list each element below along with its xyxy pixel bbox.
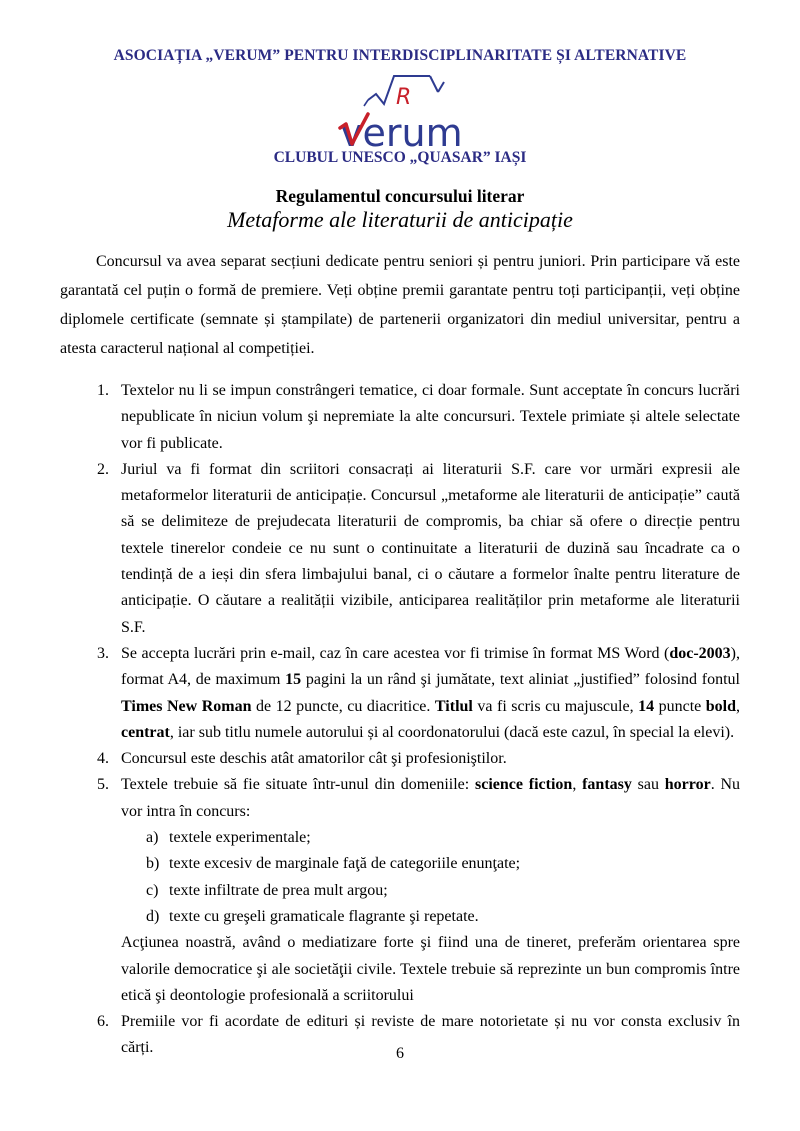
rule-text: pagini la un rând şi jumătate, text aliniat „justified” folosind fontul — [301, 671, 740, 689]
sub-text: texte infiltrate de prea mult argou; — [169, 881, 388, 899]
rule-text: Juriul va fi format din scriitori consacrați ai literaturii S.F. care vor urmări expresii ale metaformelor literaturii de anticipație. Concursul „metaforme ale literaturii de anticipație” caută să se delimiteze de prejudecata literaturii de compromis, ba chiar să ofere o direcție pentru textele tinerelor condeie ce nu sunt o continuitate a literaturii de duzină sau încadrate ca o tendință de a ieși din sfera limbajului banal, ci o căutare a formelor înalte pentru literature de anticipație. O căutare a realității vizibile, anticiparea realităților prin metaforme ale literaturii S.F. — [121, 460, 740, 636]
rule-bold: doc-2003 — [669, 644, 731, 662]
rule-text: Textelor nu li se impun constrângeri tematice, ci doar formale. Sunt acceptate în concurs lucrări nepublicate în niciun volum şi nepremiate la alte concursuri. Textele primiate și altele selectate vor fi publicate. — [121, 382, 740, 452]
rule-number: 5. — [97, 776, 109, 794]
rule-bold: bold — [705, 697, 737, 715]
rule-5-closing-text: Acţiunea noastră, având o mediatizare forte şi fiind una de tineret, preferăm orientarea spre valorile democratice şi ale societăţii civile. Textele trebuie să reprezinte un bun compromis între etică şi deontologie profesională a scriitorului — [121, 934, 740, 1004]
rule-text: puncte — [654, 697, 706, 715]
sub-item — [121, 878, 740, 904]
excluded-texts-list — [121, 825, 740, 930]
rule-bold: Titlul — [434, 697, 473, 715]
rule-text: Se accepta lucrări prin e-mail, caz în care acestea vor fi trimise în format MS Word ( — [121, 644, 670, 662]
club-header: CLUBUL UNESCO „QUASAR” IAȘI — [273, 149, 527, 166]
verum-logo — [338, 70, 468, 152]
rule-text: Premiile vor fi acordate de edituri și reviste de mare notorietate și nu vor consta exclusiv în cărți. — [121, 1013, 740, 1057]
rule-number: 6. — [97, 1013, 109, 1031]
rule-item-3 — [60, 641, 740, 746]
association-header: ASOCIAȚIA „VERUM” PENTRU INTERDISCIPLINARITATE ȘI ALTERNATIVE — [113, 47, 687, 64]
rule-item-2 — [60, 457, 740, 641]
sub-letter: a) — [146, 829, 159, 847]
sub-text: texte cu greşeli gramaticale flagrante şi repetate. — [169, 907, 479, 925]
sub-letter: c) — [146, 881, 159, 899]
rule-text: , iar sub titlu numele autorului și al coordonatorului (dacă este cazul, în special la elevi). — [169, 723, 735, 741]
rule-bold: fantasy — [582, 776, 632, 794]
rule-number: 1. — [97, 382, 109, 399]
rule-item-5 — [60, 772, 740, 1009]
rule-item-4 — [60, 746, 740, 772]
rule-text: Concursul este deschis atât amatorilor cât şi profesioniştilor. — [121, 750, 507, 768]
rule-text: ), format A4, de maximum — [121, 644, 740, 689]
rule-text: de 12 puncte, cu diacritice. — [251, 697, 435, 715]
rules-list — [60, 378, 740, 1062]
document-subtitle: Metaforme ale literaturii de anticipație — [227, 207, 573, 232]
rule-text: va fi scris cu majuscule, — [472, 697, 639, 715]
rule-bold: Times New Roman — [121, 697, 252, 715]
logo-wordmark: verum — [340, 111, 463, 152]
sub-item — [121, 904, 740, 930]
sub-text: textele experimentale; — [169, 829, 311, 847]
page-number: 6 — [396, 1045, 404, 1062]
rule-bold: 15 — [285, 671, 302, 689]
sub-letter: d) — [146, 907, 160, 925]
rule-bold: science fiction — [475, 776, 573, 794]
rule-bold: 14 — [638, 697, 655, 715]
rule-bold: centrat — [121, 723, 170, 741]
rule-text: , — [572, 776, 583, 794]
document-title: Regulamentul concursului literar — [275, 186, 525, 206]
rule-number: 2. — [97, 460, 109, 478]
sub-item — [121, 851, 740, 877]
rule-text: . Nu vor intra în concurs: — [121, 776, 741, 820]
sub-text: texte excesiv de marginale faţă de categoriile enunţate; — [169, 855, 521, 873]
rule-number: 4. — [97, 750, 109, 768]
rule-bold: horror — [664, 776, 711, 794]
rule-text: sau — [631, 776, 665, 794]
rule-text: , — [736, 697, 741, 715]
rule-text: Textele trebuie să fie situate într-unul din domeniile: — [121, 776, 475, 794]
logo-letter: R — [396, 85, 412, 110]
sub-item — [121, 825, 740, 851]
rule-number: 3. — [97, 644, 109, 662]
intro-paragraph: Concursul va avea separat secțiuni dedicate pentru seniori și pentru juniori. Prin participare vă este garantată cel puțin o formă de premiere. Veți obține premii garantate pentru toți participanții, veți obține diplomele certificate (semnate și ștampilate) de partenerii organizatori din mediul universitar, pentru a atesta caracterul național al competiției. — [60, 253, 740, 357]
rule-item-1 — [60, 378, 740, 457]
sub-letter: b) — [146, 855, 160, 873]
